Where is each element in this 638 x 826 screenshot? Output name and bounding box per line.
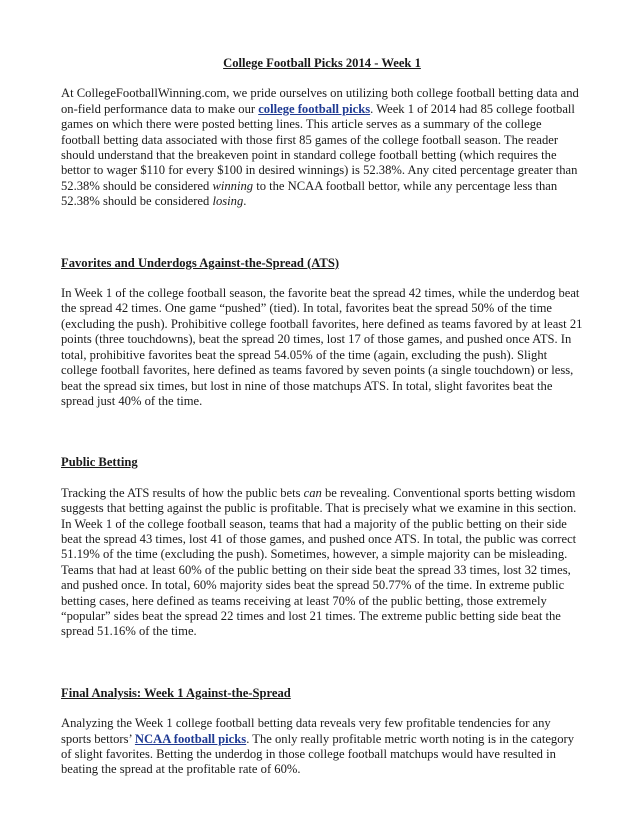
public-text-1: Tracking the ATS results of how the public bets (61, 485, 304, 500)
document-page (61, 56, 583, 778)
section-heading-public-betting: Public Betting (61, 455, 138, 470)
can-emphasis: can (303, 485, 322, 500)
spacer (61, 271, 583, 286)
final-text-2: . The only really profitable metric worth noting is in the category of slight favorites. Betting the underdog in those college football matchups would have resulted in beating the spread at the profitable rate of 60%. (61, 731, 574, 777)
ncaa-football-picks-link[interactable]: NCAA football picks (134, 731, 247, 746)
college-football-picks-link[interactable]: college football picks (258, 101, 371, 116)
page-title: College Football Picks 2014 - Week 1 (223, 56, 421, 70)
intro-paragraph (61, 86, 583, 209)
losing-emphasis: losing (212, 194, 244, 209)
intro-text-3: to the NCAA football bettor, while any percentage less than 52.38% should be considered (61, 178, 558, 209)
section-body-final-analysis (61, 716, 583, 778)
section-heading-final-analysis: Final Analysis: Week 1 Against-the-Spread (61, 685, 291, 700)
winning-emphasis: winning (212, 178, 254, 193)
final-text-1: Analyzing the Week 1 college football betting data reveals very few profitable tendencies for any sports bettors’ (61, 716, 551, 746)
section-heading-favorites-underdogs: Favorites and Underdogs Against-the-Spread (ATS) (61, 255, 340, 270)
spacer (61, 409, 583, 455)
section-body-public-betting (61, 486, 583, 640)
spacer (61, 640, 583, 686)
spacer (61, 471, 583, 486)
intro-text-1: At CollegeFootballWinning.com, we pride ourselves on utilizing both college football betting data and on-field performance data to make our (61, 86, 579, 116)
intro-text-4: . (243, 194, 247, 209)
public-text-2: be revealing. Conventional sports betting wisdom suggests that betting against the public is profitable. That is precisely what we examine in this section. In Week 1 of the college football season, teams that had a majority of the public betting on their side beat the spread 43 times, lost 41 of those games, and pushed once ATS. In total, the public was correct 51.19% of the time (excluding the push). Sometimes, however, a simple majority can be misleading. Teams that had at least 60% of the public betting on their side beat the spread 33 times, lost 32 times, and pushed once. In total, 60% majority sides beat the spread 50.77% of the time. In extreme public betting cases, here defined as teams receiving at least 70% of the public betting, those extremely “popular” sides beat the spread 22 times and lost 21 times. The extreme public betting side beat the spread 51.16% of the time. (61, 485, 577, 639)
section-body-favorites-underdogs: In Week 1 of the college football season, the favorite beat the spread 42 times, while the underdog beat the spread 42 times. One game “pushed” (tied). In total, favorites beat the spread 50% of the time (excluding the push). Prohibitive college football favorites, here defined as teams favored by at least 21 points (three touchdowns), beat the spread 20 times, lost 17 of those games, and pushed once ATS. In total, prohibitive favorites beat the spread 54.05% of the time (again, excluding the push). Slight college football favorites, here defined as teams favored by seven points (a single touchdown) or less, beat the spread six times, but lost in nine of those matchups ATS. In total, slight favorites beat the spread just 40% of the time. (61, 286, 583, 408)
spacer (61, 701, 583, 716)
spacer (61, 210, 583, 256)
intro-text-2: . Week 1 of 2014 had 85 college football games on which there were posted betting lines. This article serves as a summary of the college football betting data associated with those first 85 games of the college football season. The reader should understand that the breakeven point in standard college football betting (which requires the bettor to wager $110 for every $100 in desired winnings) is 52.38%. Any cited percentage greater than 52.38% should be considered (61, 101, 578, 193)
